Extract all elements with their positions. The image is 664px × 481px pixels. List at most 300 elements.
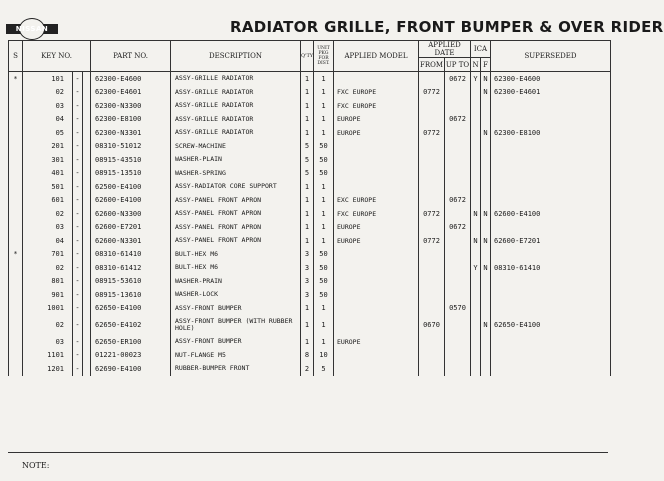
key-dots [83, 362, 91, 376]
part-number: 08310-61412 [91, 261, 171, 275]
superseded-part [491, 288, 611, 302]
key-dash: - [73, 349, 83, 363]
key-dash: - [73, 140, 83, 154]
applied-model [334, 288, 419, 302]
description: SCREW-MACHINE [171, 140, 301, 154]
key-dots [83, 248, 91, 262]
table-row [9, 261, 611, 275]
key-number: 1001 [23, 302, 73, 316]
key-dash: - [73, 221, 83, 235]
part-number: 62650-ER100 [91, 335, 171, 349]
date-from [419, 153, 445, 167]
unit-pkg: 1 [314, 234, 334, 248]
ica-f [481, 302, 491, 316]
ica-n [471, 315, 481, 335]
key-dash: - [73, 153, 83, 167]
unit-pkg: 50 [314, 275, 334, 289]
col-qty: Q'TY [301, 41, 314, 72]
date-from [419, 335, 445, 349]
date-up-to: 0672 [445, 221, 471, 235]
key-dots [83, 99, 91, 113]
key-number: 04 [23, 113, 73, 127]
part-number: 08310-51012 [91, 140, 171, 154]
col-ica-f: F [481, 58, 491, 72]
table-row [9, 349, 611, 363]
ica-f: N [481, 72, 491, 86]
quantity: 1 [301, 234, 314, 248]
superseded-part [491, 248, 611, 262]
key-number: 03 [23, 335, 73, 349]
status-mark [9, 194, 23, 208]
part-number: 62600-E4100 [91, 194, 171, 208]
part-number: 62600-N3301 [91, 234, 171, 248]
part-number: 62300-E4601 [91, 86, 171, 100]
ica-n [471, 335, 481, 349]
col-applied-model: APPLIED MODEL [334, 41, 419, 72]
unit-pkg: 1 [314, 72, 334, 86]
date-up-to [445, 153, 471, 167]
superseded-part [491, 362, 611, 376]
ica-f: N [481, 126, 491, 140]
part-number: 62500-E4100 [91, 180, 171, 194]
status-mark [9, 86, 23, 100]
key-number: 1201 [23, 362, 73, 376]
ica-n [471, 362, 481, 376]
description: WASHER-PLAIN [171, 153, 301, 167]
key-dash: - [73, 167, 83, 181]
description: ASSY-PANEL FRONT APRON [171, 207, 301, 221]
unit-pkg: 50 [314, 153, 334, 167]
date-up-to [445, 86, 471, 100]
date-up-to: 0672 [445, 72, 471, 86]
quantity: 1 [301, 315, 314, 335]
superseded-part [491, 113, 611, 127]
status-mark [9, 207, 23, 221]
ica-n [471, 288, 481, 302]
key-dots [83, 234, 91, 248]
key-number: 601 [23, 194, 73, 208]
key-dots [83, 194, 91, 208]
ica-n [471, 140, 481, 154]
superseded-part [491, 335, 611, 349]
key-number: 1101 [23, 349, 73, 363]
superseded-part [491, 221, 611, 235]
description: WASHER-SPRING [171, 167, 301, 181]
quantity: 3 [301, 248, 314, 262]
col-ica-n: N [471, 58, 481, 72]
unit-pkg: 1 [314, 315, 334, 335]
part-number: 62650-E4100 [91, 302, 171, 316]
date-from [419, 362, 445, 376]
description: ASSY-PANEL FRONT APRON [171, 221, 301, 235]
status-mark: * [9, 248, 23, 262]
ica-f: N [481, 207, 491, 221]
superseded-part: 62600-E7201 [491, 234, 611, 248]
ica-f: N [481, 315, 491, 335]
key-number: 02 [23, 315, 73, 335]
part-number: 62650-E4102 [91, 315, 171, 335]
applied-model: EXC EUROPE [334, 194, 419, 208]
unit-pkg: 50 [314, 140, 334, 154]
quantity: 1 [301, 72, 314, 86]
ica-f [481, 99, 491, 113]
key-number: 02 [23, 86, 73, 100]
date-from: 0772 [419, 234, 445, 248]
key-number: 04 [23, 234, 73, 248]
key-dots [83, 167, 91, 181]
quantity: 2 [301, 362, 314, 376]
key-number: 301 [23, 153, 73, 167]
applied-model [334, 362, 419, 376]
applied-model [334, 349, 419, 363]
ica-n [471, 126, 481, 140]
applied-model [334, 140, 419, 154]
key-dash: - [73, 99, 83, 113]
part-number: 62600-N3300 [91, 207, 171, 221]
ica-f [481, 275, 491, 289]
unit-pkg: 1 [314, 194, 334, 208]
key-dots [83, 275, 91, 289]
quantity: 1 [301, 126, 314, 140]
unit-pkg: 50 [314, 248, 334, 262]
date-from [419, 349, 445, 363]
applied-model: FXC EUROPE [334, 99, 419, 113]
quantity: 3 [301, 261, 314, 275]
applied-model: EUROPE [334, 234, 419, 248]
date-up-to [445, 362, 471, 376]
ica-n [471, 86, 481, 100]
table-row [9, 302, 611, 316]
unit-pkg: 1 [314, 207, 334, 221]
quantity: 1 [301, 335, 314, 349]
applied-model: EUROPE [334, 221, 419, 235]
unit-pkg: 10 [314, 349, 334, 363]
ica-n [471, 248, 481, 262]
key-dash: - [73, 180, 83, 194]
date-up-to [445, 248, 471, 262]
quantity: 5 [301, 153, 314, 167]
key-dash: - [73, 335, 83, 349]
key-dash: - [73, 302, 83, 316]
ica-f: N [481, 234, 491, 248]
table-row [9, 113, 611, 127]
quantity: 1 [301, 86, 314, 100]
description: ASSY-GRILLE RADIATOR [171, 72, 301, 86]
table-row [9, 288, 611, 302]
applied-model: EUROPE [334, 113, 419, 127]
date-up-to: 0570 [445, 302, 471, 316]
status-mark [9, 180, 23, 194]
date-up-to [445, 167, 471, 181]
applied-model [334, 302, 419, 316]
status-mark [9, 99, 23, 113]
key-dots [83, 315, 91, 335]
note-section [8, 452, 608, 481]
quantity: 1 [301, 221, 314, 235]
key-number: 03 [23, 221, 73, 235]
description: NUT-FLANGE M5 [171, 349, 301, 363]
table-row [9, 99, 611, 113]
superseded-part [491, 99, 611, 113]
unit-pkg: 1 [314, 86, 334, 100]
superseded-part: 62300-E4600 [491, 72, 611, 86]
ica-f [481, 221, 491, 235]
ica-n: Y [471, 72, 481, 86]
part-number: 62300-N3300 [91, 99, 171, 113]
key-number: 101 [23, 72, 73, 86]
date-from [419, 140, 445, 154]
ica-f: N [481, 261, 491, 275]
key-number: 02 [23, 261, 73, 275]
table-row [9, 126, 611, 140]
superseded-part: 62600-E4100 [491, 207, 611, 221]
unit-pkg: 50 [314, 261, 334, 275]
description: ASSY-FRONT BUMPER (WITH RUBBER HOLE) [171, 315, 301, 335]
date-from [419, 180, 445, 194]
applied-model [334, 180, 419, 194]
part-number: 08915-53610 [91, 275, 171, 289]
unit-pkg: 1 [314, 99, 334, 113]
part-number: 08310-61410 [91, 248, 171, 262]
ica-f [481, 194, 491, 208]
date-up-to [445, 335, 471, 349]
ica-n [471, 349, 481, 363]
key-dash: - [73, 275, 83, 289]
date-up-to [445, 275, 471, 289]
ica-n [471, 113, 481, 127]
status-mark [9, 315, 23, 335]
date-from [419, 72, 445, 86]
status-mark [9, 234, 23, 248]
quantity: 8 [301, 349, 314, 363]
applied-model [334, 275, 419, 289]
superseded-part [491, 140, 611, 154]
superseded-part: 08310-61410 [491, 261, 611, 275]
table-row [9, 140, 611, 154]
note-label: NOTE: [22, 461, 50, 470]
date-up-to [445, 288, 471, 302]
date-from: 0772 [419, 86, 445, 100]
ica-f [481, 153, 491, 167]
key-number: 401 [23, 167, 73, 181]
col-part-no: PART NO. [91, 41, 171, 72]
quantity: 1 [301, 194, 314, 208]
col-unit-pkg: UNIT PKG FOR DIST. [314, 41, 334, 72]
superseded-part [491, 302, 611, 316]
description: ASSY-RADIATOR CORE SUPPORT [171, 180, 301, 194]
applied-model [334, 72, 419, 86]
date-up-to [445, 234, 471, 248]
key-number: 701 [23, 248, 73, 262]
ica-n [471, 167, 481, 181]
key-dots [83, 126, 91, 140]
key-number: 02 [23, 207, 73, 221]
superseded-part: 62300-E4601 [491, 86, 611, 100]
table-row [9, 153, 611, 167]
applied-model [334, 248, 419, 262]
date-from: 0772 [419, 207, 445, 221]
superseded-part [491, 194, 611, 208]
key-dots [83, 113, 91, 127]
date-up-to [445, 315, 471, 335]
key-dash: - [73, 194, 83, 208]
quantity: 1 [301, 113, 314, 127]
key-dots [83, 180, 91, 194]
quantity: 3 [301, 288, 314, 302]
key-dash: - [73, 248, 83, 262]
unit-pkg: 1 [314, 126, 334, 140]
unit-pkg: 50 [314, 167, 334, 181]
date-up-to [445, 126, 471, 140]
key-number: 201 [23, 140, 73, 154]
superseded-part [491, 349, 611, 363]
key-dash: - [73, 113, 83, 127]
status-mark [9, 140, 23, 154]
part-number: 62300-N3301 [91, 126, 171, 140]
quantity: 5 [301, 167, 314, 181]
status-mark [9, 113, 23, 127]
status-mark [9, 362, 23, 376]
unit-pkg: 1 [314, 302, 334, 316]
unit-pkg: 1 [314, 180, 334, 194]
date-from [419, 302, 445, 316]
key-dash: - [73, 315, 83, 335]
description: ASSY-GRILLE RADIATOR [171, 99, 301, 113]
applied-model [334, 261, 419, 275]
ica-n [471, 180, 481, 194]
date-from [419, 99, 445, 113]
applied-model: FXC EUROPE [334, 86, 419, 100]
description: BULT-HEX M6 [171, 248, 301, 262]
col-ica: ICA [471, 41, 491, 58]
key-dash: - [73, 86, 83, 100]
part-number: 62300-E4600 [91, 72, 171, 86]
date-from [419, 167, 445, 181]
ica-n [471, 99, 481, 113]
status-mark [9, 261, 23, 275]
col-applied-date: APPLIED DATE [419, 41, 471, 58]
superseded-part [491, 153, 611, 167]
date-up-to: 0672 [445, 113, 471, 127]
table-row [9, 234, 611, 248]
ica-n [471, 302, 481, 316]
col-s: S [9, 41, 23, 72]
superseded-part: 62300-E8100 [491, 126, 611, 140]
part-number: 08915-13610 [91, 288, 171, 302]
table-row [9, 167, 611, 181]
key-dots [83, 140, 91, 154]
status-mark [9, 288, 23, 302]
superseded-part [491, 167, 611, 181]
quantity: 5 [301, 140, 314, 154]
table-row [9, 86, 611, 100]
status-mark [9, 302, 23, 316]
col-key-no: KEY NO. [23, 41, 91, 72]
table-row [9, 315, 611, 335]
ica-n: Y [471, 261, 481, 275]
table-row [9, 180, 611, 194]
ica-f [481, 335, 491, 349]
applied-model [334, 315, 419, 335]
key-dash: - [73, 288, 83, 302]
description: RUBBER-BUMPER FRONT [171, 362, 301, 376]
key-dash: - [73, 126, 83, 140]
date-from [419, 194, 445, 208]
key-dots [83, 335, 91, 349]
logo-text: NISSAN [15, 25, 49, 33]
page-title: RADIATOR GRILLE, FRONT BUMPER & OVER RIDER [230, 18, 664, 36]
parts-table [8, 40, 611, 376]
date-from [419, 221, 445, 235]
description: ASSY-PANEL FRONT APRON [171, 194, 301, 208]
col-up-to: UP TO [445, 58, 471, 72]
table-row [9, 362, 611, 376]
status-mark [9, 275, 23, 289]
quantity: 1 [301, 99, 314, 113]
ica-f: N [481, 86, 491, 100]
description: ASSY-FRONT BUMPER [171, 302, 301, 316]
nissan-logo [6, 18, 58, 40]
col-description: DESCRIPTION [171, 41, 301, 72]
ica-f [481, 113, 491, 127]
quantity: 3 [301, 275, 314, 289]
date-from [419, 288, 445, 302]
description: ASSY-GRILLE RADIATOR [171, 86, 301, 100]
ica-n [471, 153, 481, 167]
description: ASSY-GRILLE RADIATOR [171, 113, 301, 127]
date-up-to [445, 140, 471, 154]
ica-f [481, 349, 491, 363]
status-mark: * [9, 72, 23, 86]
superseded-part: 62650-E4100 [491, 315, 611, 335]
key-dots [83, 72, 91, 86]
part-number: 62690-E4100 [91, 362, 171, 376]
date-up-to [445, 99, 471, 113]
part-number: 62600-E7201 [91, 221, 171, 235]
date-from: 0670 [419, 315, 445, 335]
table-row [9, 221, 611, 235]
superseded-part [491, 180, 611, 194]
ica-f [481, 362, 491, 376]
ica-f [481, 180, 491, 194]
date-up-to: 0672 [445, 194, 471, 208]
ica-n: N [471, 207, 481, 221]
applied-model [334, 167, 419, 181]
date-from [419, 261, 445, 275]
date-from [419, 275, 445, 289]
description: BULT-HEX M6 [171, 261, 301, 275]
description: ASSY-GRILLE RADIATOR [171, 126, 301, 140]
quantity: 1 [301, 207, 314, 221]
key-dash: - [73, 72, 83, 86]
table-row [9, 248, 611, 262]
part-number: 01221-00023 [91, 349, 171, 363]
part-number: 62300-E8100 [91, 113, 171, 127]
quantity: 1 [301, 180, 314, 194]
date-up-to [445, 261, 471, 275]
col-superseded: SUPERSEDED [491, 41, 611, 72]
key-dots [83, 153, 91, 167]
status-mark [9, 153, 23, 167]
quantity: 1 [301, 302, 314, 316]
key-number: 05 [23, 126, 73, 140]
status-mark [9, 167, 23, 181]
status-mark [9, 349, 23, 363]
key-dots [83, 221, 91, 235]
key-number: 501 [23, 180, 73, 194]
unit-pkg: 5 [314, 362, 334, 376]
ica-f [481, 167, 491, 181]
